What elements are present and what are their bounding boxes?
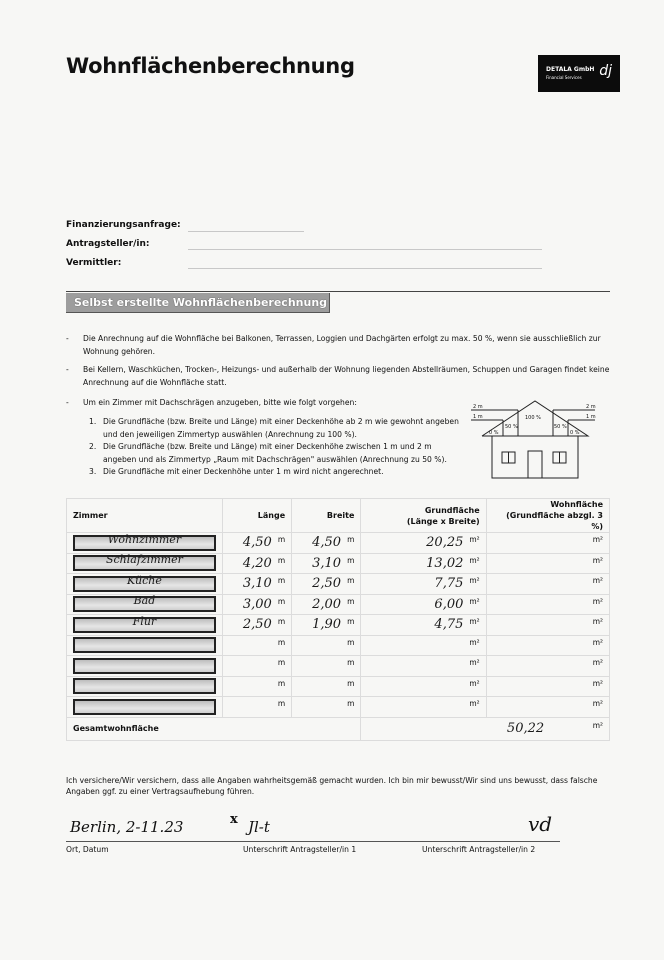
bullet-text: Bei Kellern, Waschküchen, Trocken-, Heizungs- und außerhalb der Wohnung liegenden Abstellräumen, Schuppen und Garagen findet keine Anrechnung auf die Wohnfläche statt. xyxy=(83,365,610,387)
unit-m: m xyxy=(277,596,286,606)
unit-m2: m² xyxy=(469,576,480,586)
logo-mark-icon: dj xyxy=(599,63,612,79)
width-cell xyxy=(292,656,361,677)
signature-1-label: Unterschrift Antragsteller/in 1 xyxy=(243,845,357,854)
label-left-1m: 1 m xyxy=(473,414,483,420)
house-body xyxy=(492,436,578,478)
length-value[interactable]: 2,50 xyxy=(242,617,272,633)
floor-area-value[interactable]: 4,75 xyxy=(434,617,464,633)
unit-m: m xyxy=(277,637,286,647)
step-item xyxy=(89,466,459,479)
room-select[interactable] xyxy=(73,555,216,571)
unit-m2: m² xyxy=(469,678,480,688)
room-name: Flur xyxy=(132,614,157,628)
bullet-text: Die Anrechnung auf die Wohnfläche bei Balkonen, Terrassen, Loggien und Dachgärten erfolgt zu max. 50 %, wenn sie ausschließlich zur Wohnung gehören. xyxy=(83,334,601,356)
financing-request-label: Finanzierungsanfrage: xyxy=(66,220,181,230)
header-floor-area xyxy=(361,499,486,533)
bullet-dash: - xyxy=(66,334,69,343)
room-name: Bad xyxy=(133,594,156,608)
width-cell xyxy=(292,574,361,595)
floor-area-cell xyxy=(361,676,486,697)
floor-area-value[interactable]: 13,02 xyxy=(426,555,464,571)
unit-m2: m² xyxy=(592,699,603,709)
living-area-cell xyxy=(486,553,609,574)
bullet-dash: - xyxy=(66,398,69,407)
total-value[interactable]: 50,22 xyxy=(506,721,545,736)
living-area-cell xyxy=(486,676,609,697)
unit-m: m xyxy=(347,658,355,668)
room-cell xyxy=(67,574,223,595)
length-value[interactable]: 4,20 xyxy=(242,555,272,571)
applicant-label: Antragsteller/in: xyxy=(66,239,150,249)
section-title: Selbst erstellte Wohnflächenberechnung xyxy=(66,293,330,313)
unit-m: m xyxy=(347,576,355,586)
header-length: Länge xyxy=(222,499,291,533)
unit-m2: m² xyxy=(469,617,480,627)
unit-m2: m² xyxy=(592,596,603,606)
table-row xyxy=(67,615,610,636)
floor-area-cell xyxy=(361,656,486,677)
room-select[interactable] xyxy=(73,637,216,653)
length-cell xyxy=(222,635,291,656)
unit-m: m xyxy=(277,576,286,586)
floor-area-cell xyxy=(361,697,486,718)
header-living-area-line2: (Grundfläche abzgl. 3 %) xyxy=(506,511,603,531)
room-cell xyxy=(67,635,223,656)
floor-area-cell xyxy=(361,533,486,554)
unit-m: m xyxy=(347,699,355,709)
living-area-cell xyxy=(486,615,609,636)
floor-area-cell xyxy=(361,635,486,656)
table-row xyxy=(67,697,610,718)
place-date-label: Ort, Datum xyxy=(66,845,109,854)
declaration-text: Ich versichere/Wir versichern, dass alle Angaben wahrheitsgemäß gemacht wurden. Ich bin mir bewusst/Wir sind uns bewusst, dass falsche Angaben ggf. zu einer Vertragsaufhebung führen. xyxy=(66,776,598,796)
step-item xyxy=(89,416,459,441)
broker-label: Vermittler: xyxy=(66,258,122,268)
length-value[interactable]: 3,00 xyxy=(242,596,272,612)
step-text: Die Grundfläche (bzw. Breite und Länge) mit einer Deckenhöhe ab 2 m wie gewohnt angeben und den jeweiligen Zimmertyp auswählen (Anrechnung zu 100 %). xyxy=(103,417,459,439)
room-name: Küche xyxy=(127,573,162,587)
step-text: Die Grundfläche (bzw. Breite und Länge) mit einer Deckenhöhe zwischen 1 m und 2 m angeben und als Zimmertyp „Raum mit Dachschrägen" auswählen (Anrechnung zu 50 %). xyxy=(103,442,447,464)
label-right-1m: 1 m xyxy=(586,414,596,420)
unit-m2: m² xyxy=(469,637,480,647)
width-cell xyxy=(292,676,361,697)
step-item xyxy=(89,441,459,466)
living-area-cell xyxy=(486,594,609,615)
table-row xyxy=(67,676,610,697)
width-value[interactable]: 4,50 xyxy=(312,535,342,551)
place-date-value[interactable]: Berlin, 2-11.23 xyxy=(70,818,184,836)
step-number: 1. xyxy=(89,417,97,426)
living-area-cell xyxy=(486,533,609,554)
bullet-dash: - xyxy=(66,365,69,374)
label-right-2m: 2 m xyxy=(586,404,596,410)
length-cell xyxy=(222,656,291,677)
steps-list xyxy=(89,416,459,479)
logo-name: DETALA GmbH xyxy=(546,66,595,73)
room-cell xyxy=(67,697,223,718)
header-floor-area-line1: Grundfläche xyxy=(424,505,480,515)
floor-area-value[interactable]: 7,75 xyxy=(434,576,464,592)
page-title: Wohnflächenberechnung xyxy=(66,54,355,78)
width-cell xyxy=(292,615,361,636)
width-cell xyxy=(292,553,361,574)
unit-m: m xyxy=(347,617,355,627)
room-select[interactable] xyxy=(73,614,216,633)
signature-marker: x xyxy=(230,812,238,827)
living-area-cell xyxy=(486,574,609,595)
logo-subtitle: Financial Services xyxy=(546,75,582,80)
table-row xyxy=(67,574,610,595)
room-name: Schlafzimmer xyxy=(105,553,183,567)
bullet-sloped-ceilings xyxy=(66,396,456,409)
table-row xyxy=(67,594,610,615)
unit-m: m xyxy=(277,555,286,565)
living-area-cell xyxy=(486,635,609,656)
length-value[interactable]: 4,50 xyxy=(242,535,272,551)
unit-m: m xyxy=(347,637,355,647)
total-row xyxy=(67,717,610,740)
room-select[interactable] xyxy=(73,596,216,612)
signature-applicant-1[interactable]: Jl-t xyxy=(248,818,270,836)
step-text: Die Grundfläche mit einer Deckenhöhe unter 1 m wird nicht angerechnet. xyxy=(103,467,384,476)
unit-m: m xyxy=(347,678,355,688)
label-zone-100: 100 % xyxy=(525,415,541,421)
floor-area-cell xyxy=(361,594,486,615)
label-zone-50-right: 50 % xyxy=(554,424,567,430)
total-value-cell xyxy=(361,717,610,740)
living-area-cell xyxy=(486,656,609,677)
room-cell xyxy=(67,533,223,554)
unit-m2: m² xyxy=(469,658,480,668)
table-row xyxy=(67,553,610,574)
label-zone-0-left: 0 % xyxy=(489,430,499,436)
room-name: Wohnzimmer xyxy=(107,532,182,546)
header-room: Zimmer xyxy=(67,499,223,533)
room-cell xyxy=(67,615,223,636)
label-left-2m: 2 m xyxy=(473,404,483,410)
width-cell xyxy=(292,533,361,554)
floor-area-value[interactable]: 20,25 xyxy=(426,535,464,551)
header-width: Breite xyxy=(292,499,361,533)
roof-slope-diagram xyxy=(470,395,620,485)
unit-m: m xyxy=(277,535,286,545)
header-floor-area-line2: (Länge x Breite) xyxy=(406,516,480,526)
width-value[interactable]: 1,90 xyxy=(312,617,342,633)
door-icon xyxy=(528,451,542,478)
length-cell xyxy=(222,553,291,574)
room-area-table xyxy=(66,498,610,741)
room-select[interactable] xyxy=(73,573,216,592)
total-label: Gesamtwohnfläche xyxy=(67,717,361,740)
unit-m2: m² xyxy=(469,699,480,709)
step-number: 3. xyxy=(89,467,97,476)
unit-m2: m² xyxy=(592,721,603,730)
signature-line xyxy=(66,841,560,842)
unit-m: m xyxy=(347,535,355,545)
living-area-cell xyxy=(486,697,609,718)
table-row xyxy=(67,656,610,677)
width-cell xyxy=(292,635,361,656)
unit-m2: m² xyxy=(592,637,603,647)
company-logo xyxy=(538,55,620,92)
length-cell xyxy=(222,615,291,636)
unit-m2: m² xyxy=(469,555,480,565)
bullet-basements xyxy=(66,363,614,389)
room-select[interactable] xyxy=(73,532,216,551)
table-header-row xyxy=(67,499,610,533)
floor-area-value[interactable]: 6,00 xyxy=(434,596,464,612)
step-number: 2. xyxy=(89,442,97,451)
unit-m: m xyxy=(347,555,355,565)
length-cell xyxy=(222,697,291,718)
broker-field[interactable] xyxy=(188,268,542,269)
room-select[interactable] xyxy=(73,678,216,694)
unit-m2: m² xyxy=(592,617,603,627)
signature-2-label: Unterschrift Antragsteller/in 2 xyxy=(422,845,536,854)
unit-m: m xyxy=(277,658,286,668)
signature-applicant-2[interactable]: vd xyxy=(528,812,553,836)
label-zone-0-right: 0 % xyxy=(570,430,580,436)
length-value[interactable]: 3,10 xyxy=(242,576,272,592)
width-cell xyxy=(292,594,361,615)
length-cell xyxy=(222,676,291,697)
unit-m2: m² xyxy=(592,678,603,688)
unit-m: m xyxy=(347,596,355,606)
unit-m2: m² xyxy=(592,576,603,586)
unit-m: m xyxy=(277,617,286,627)
width-value[interactable]: 2,00 xyxy=(312,596,342,612)
length-cell xyxy=(222,594,291,615)
width-value[interactable]: 2,50 xyxy=(312,576,342,592)
table-row xyxy=(67,533,610,554)
floor-area-cell xyxy=(361,553,486,574)
unit-m2: m² xyxy=(469,535,480,545)
section-divider xyxy=(66,291,610,292)
applicant-field[interactable] xyxy=(188,249,542,250)
room-select[interactable] xyxy=(73,699,216,715)
header-living-area-line1: Wohnfläche xyxy=(550,500,603,509)
bullet-balconies xyxy=(66,332,614,358)
length-cell xyxy=(222,574,291,595)
table-row xyxy=(67,635,610,656)
bullet-text: Um ein Zimmer mit Dachschrägen anzugeben, bitte wie folgt vorgehen: xyxy=(83,398,357,407)
unit-m: m xyxy=(277,678,286,688)
header-living-area xyxy=(486,499,609,533)
room-cell xyxy=(67,594,223,615)
label-zone-50-left: 50 % xyxy=(505,424,518,430)
unit-m2: m² xyxy=(469,596,480,606)
unit-m: m xyxy=(277,699,286,709)
room-select[interactable] xyxy=(73,658,216,674)
unit-m2: m² xyxy=(592,555,603,565)
width-value[interactable]: 3,10 xyxy=(312,555,342,571)
unit-m2: m² xyxy=(592,658,603,668)
length-cell xyxy=(222,533,291,554)
room-cell xyxy=(67,553,223,574)
width-cell xyxy=(292,697,361,718)
floor-area-cell xyxy=(361,615,486,636)
room-cell xyxy=(67,676,223,697)
room-cell xyxy=(67,656,223,677)
financing-request-field[interactable] xyxy=(188,231,304,232)
floor-area-cell xyxy=(361,574,486,595)
unit-m2: m² xyxy=(592,535,603,545)
